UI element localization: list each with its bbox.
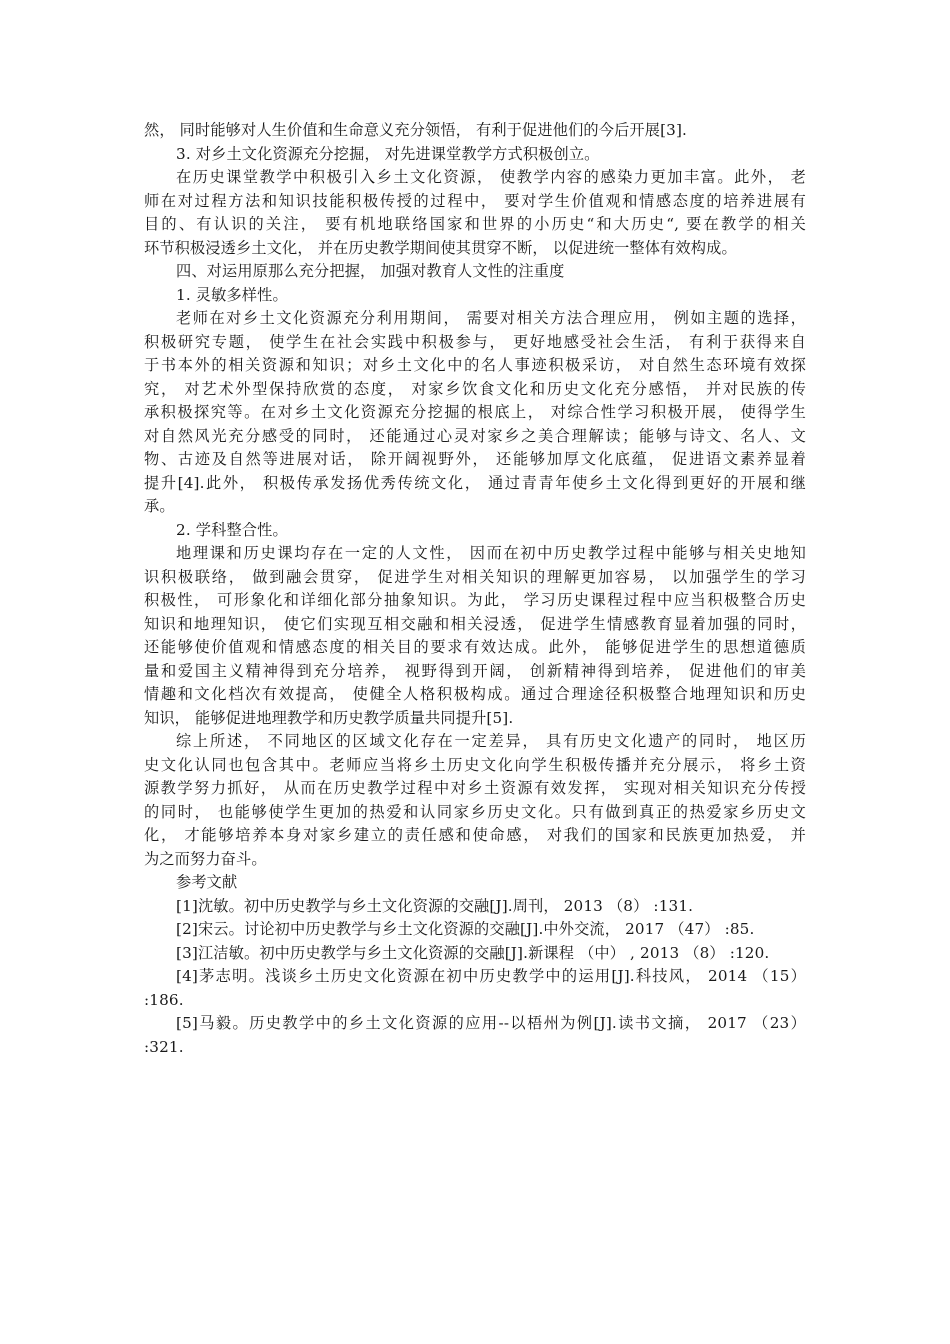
paragraph-history-classroom xyxy=(144,166,806,260)
text-line: [3]江洁敏。初中历史教学与乡土文化资源的交融[J].新课程 （中） , 2013 （8） :120. xyxy=(176,943,770,962)
text-line: 地理课和历史课均存在一定的人文性， 因而在初中历史教学过程中能够与相关史地知 xyxy=(176,544,806,562)
text-line: 物、古迹及自然等进展对话， 除开阔视野外， 还能够加厚文化底蕴， 促进语文素养显着 xyxy=(144,450,806,468)
text-line: 史文化认同也包含其中。老师应当将乡土历史文化向学生积极传播并充分展示， 将乡土资 xyxy=(144,755,806,774)
text-line: [5]马毅。历史教学中的乡土文化资源的应用--以梧州为例[J].读书文摘， 2017 （23） xyxy=(176,1014,806,1032)
text-line: [2]宋云。讨论初中历史教学与乡土文化资源的交融[J].中外交流， 2017 （47） :85. xyxy=(176,920,755,938)
subheading-2 xyxy=(144,519,806,543)
text-line: 还能够使价值观和情感态度的相关目的要求有效达成。此外， 能够促进学生的思想道德质 xyxy=(144,638,806,656)
reference-4 xyxy=(144,965,806,1012)
text-line: 目的、有认识的关注， 要有机地联络国家和世界的小历史“和大历史“, 要在教学的相关 xyxy=(144,215,806,233)
text-line: :186. xyxy=(144,990,184,1009)
text-line: 师在对过程方法和知识技能积极传授的过程中， 要对学生价值观和情感态度的培养进展有 xyxy=(144,191,806,210)
heading-3 xyxy=(144,143,806,167)
references-heading xyxy=(144,871,806,895)
text-line: 知识， 能够促进地理教学和历史教学质量共同提升[5]. xyxy=(144,708,514,727)
reference-5 xyxy=(144,1012,806,1059)
reference-3 xyxy=(144,942,806,966)
text-line: 老师在对乡土文化资源充分利用期间， 需要对相关方法合理应用， 例如主题的选择， xyxy=(176,309,806,327)
section-heading-4 xyxy=(144,260,806,284)
text-line: 综上所述， 不同地区的区域文化存在一定差异， 具有历史文化遗产的同时， 地区历 xyxy=(176,732,806,750)
text-line: 对自然风光充分感受的同时， 还能通过心灵对家乡之美合理解读；能够与诗文、名人、文 xyxy=(144,426,806,445)
paragraph-conclusion xyxy=(144,730,806,871)
text-line: 四、对运用原那么充分把握， 加强对教育人文性的注重度 xyxy=(176,262,565,280)
text-line: 承。 xyxy=(144,497,175,515)
text-line: 的同时， 也能够使学生更加的热爱和认同家乡历史文化。只有做到真正的热爱家乡历史文 xyxy=(144,802,806,821)
paragraph-flexibility xyxy=(144,307,806,519)
text-line: 3. 对乡土文化资源充分挖掘， 对先进课堂教学方式积极创立。 xyxy=(176,144,600,163)
document-body xyxy=(144,119,806,1059)
text-line: 参考文献 xyxy=(176,873,238,891)
text-line: [1]沈敏。初中历史教学与乡土文化资源的交融[J].周刊， 2013 （8） :131. xyxy=(176,896,694,915)
paragraph-integration xyxy=(144,542,806,730)
text-line: 量和爱国主义精神得到充分培养， 视野得到开阔， 创新精神得到培养， 促进他们的审美 xyxy=(144,661,806,680)
text-line: 承积极探究等。在对乡土文化资源充分挖掘的根底上， 对综合性学习积极开展， 使得学生 xyxy=(144,403,806,421)
text-line: 究， 对艺术外型保持欣赏的态度， 对家乡饮食文化和历史文化充分感悟， 并对民族的传 xyxy=(144,379,806,398)
text-line: 识积极联络， 做到融会贯穿， 促进学生对相关知识的理解更加容易， 以加强学生的学习 xyxy=(144,567,806,586)
reference-2 xyxy=(144,918,806,942)
text-line: :321. xyxy=(144,1037,184,1056)
text-line: 积极性， 可形象化和详细化部分抽象知识。为此， 学习历史课程过程中应当积极整合历史 xyxy=(144,591,806,609)
text-line: 2. 学科整合性。 xyxy=(176,520,288,539)
subheading-1 xyxy=(144,284,806,308)
text-line: 于书本外的相关资源和知识；对乡土文化中的名人事迹积极采访， 对自然生态环境有效探 xyxy=(144,356,806,374)
text-line: 在历史课堂教学中积极引入乡土文化资源， 使教学内容的感染力更加丰富。此外， 老 xyxy=(176,168,806,186)
paragraph-continuation xyxy=(144,119,806,143)
text-line: 1. 灵敏多样性。 xyxy=(176,285,288,304)
text-line: 源教学努力抓好， 从而在历史教学过程中对乡土资源有效发挥， 实现对相关知识充分传授 xyxy=(144,779,806,797)
text-line: 知识和地理知识， 使它们实现互相交融和相关浸透， 促进学生情感教育显着加强的同时， xyxy=(144,614,806,633)
text-line: 提升[4].此外， 积极传承发扬优秀传统文化， 通过青青年使乡土文化得到更好的开展和继 xyxy=(144,473,806,492)
text-line: 化， 才能够培养本身对家乡建立的责任感和使命感， 对我们的国家和民族更加热爱， 并 xyxy=(144,826,806,844)
text-line: 为之而努力奋斗。 xyxy=(144,849,267,868)
reference-1 xyxy=(144,895,806,919)
text-line: [4]茅志明。浅谈乡土历史文化资源在初中历史教学中的运用[J].科技风， 2014 （15） xyxy=(176,967,806,985)
text-line: 然， 同时能够对人生价值和生命意义充分领悟， 有利于促进他们的今后开展[3]. xyxy=(144,121,688,139)
text-line: 情趣和文化档次有效提高， 使健全人格积极构成。通过合理途径积极整合地理知识和历史 xyxy=(144,685,806,703)
text-line: 环节积极浸透乡土文化， 并在历史教学期间使其贯穿不断， 以促进统一整体有效构成。 xyxy=(144,238,737,257)
text-line: 积极研究专题， 使学生在社会实践中积极参与， 更好地感受社会生活， 有利于获得来自 xyxy=(144,332,806,351)
